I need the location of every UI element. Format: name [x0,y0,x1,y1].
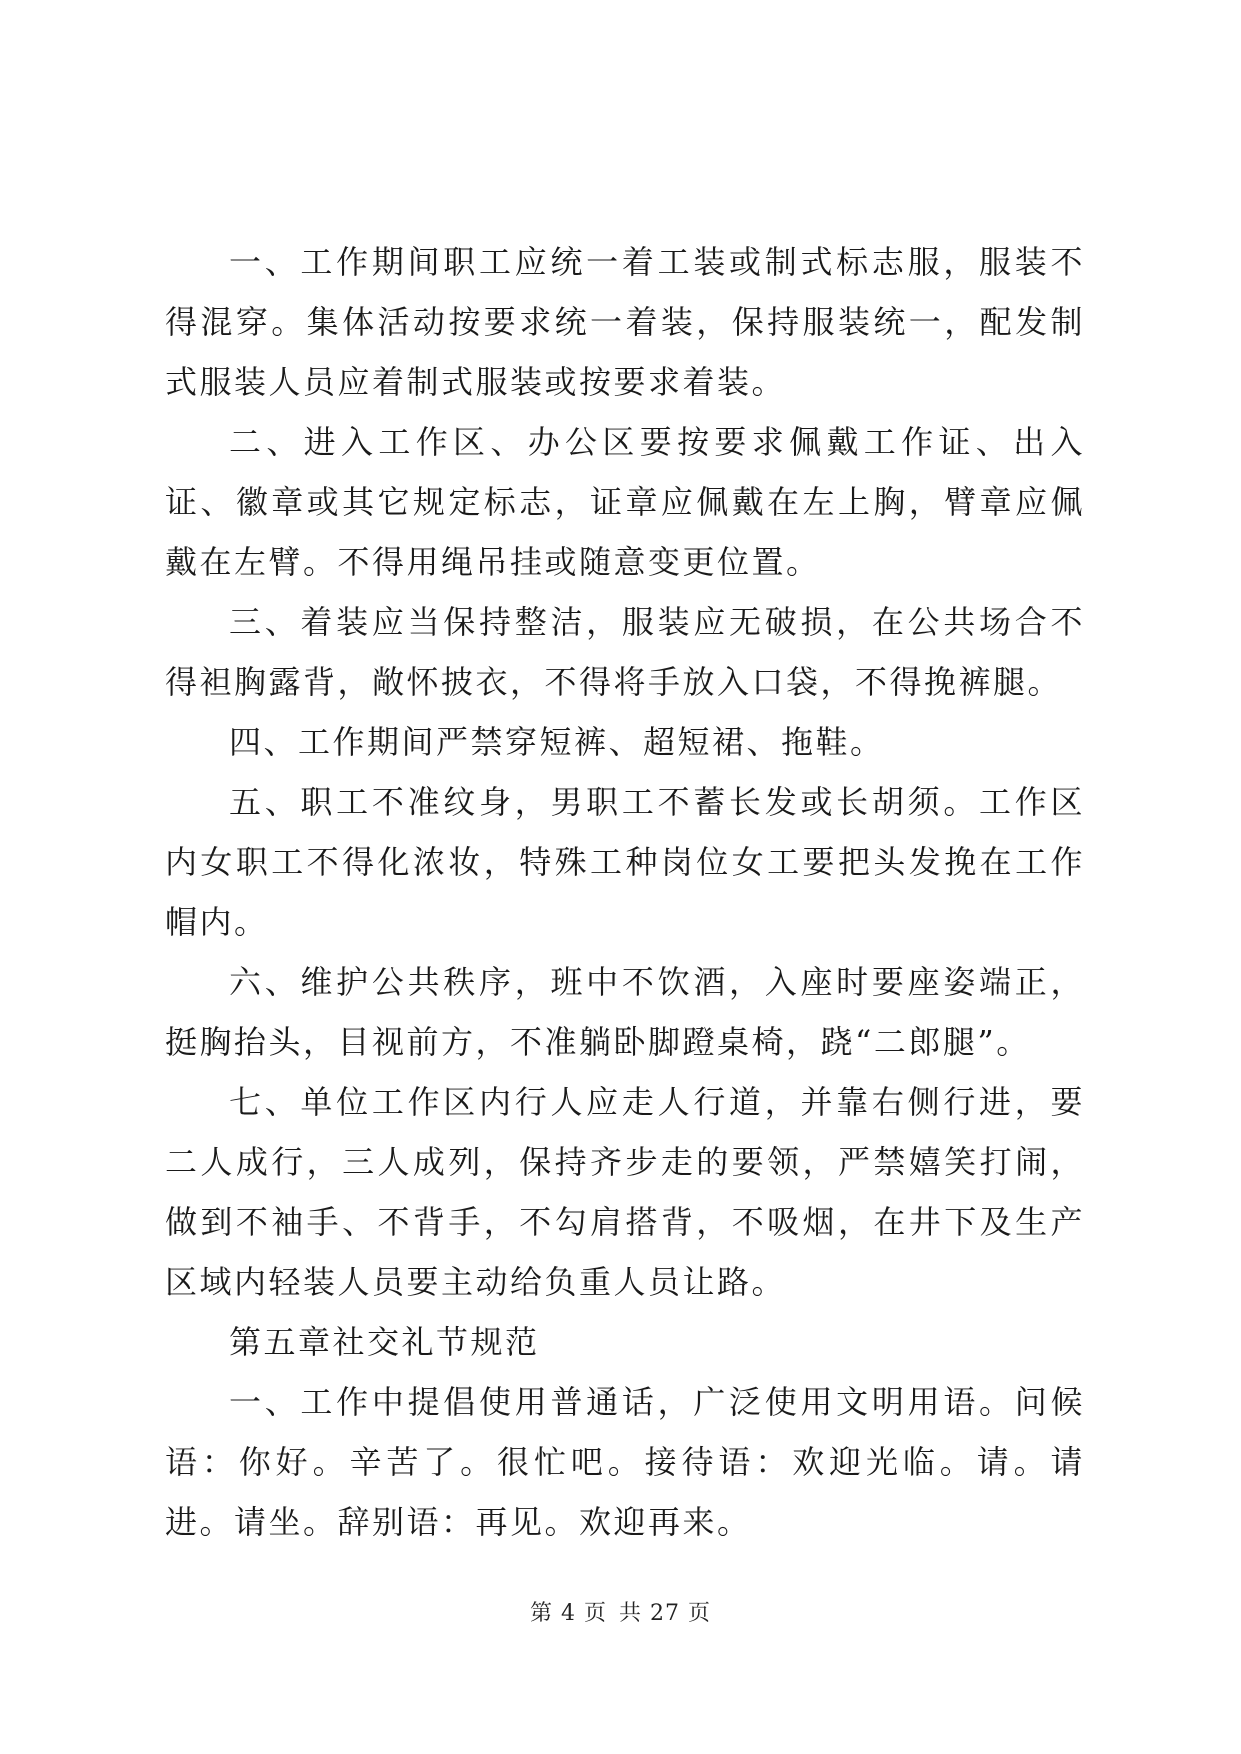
paragraph-clause-1: 一、工作期间职工应统一着工装或制式标志服，服装不得混穿。集体活动按要求统一着装，保持服装统一，配发制式服装人员应着制式服装或按要求着装。 [165,243,1085,401]
paragraph-clause-5: 五、职工不准纹身，男职工不蓄长发或长胡须。工作区内女职工不得化浓妆，特殊工种岗位女工要把头发挽在工作帽内。 [165,783,1085,941]
paragraph-clause-7: 七、单位工作区内行人应走人行道，并靠右侧行进，要二人成行，三人成列，保持齐步走的要领，严禁嬉笑打闹，做到不袖手、不背手，不勾肩搭背，不吸烟，在井下及生产区域内轻装人员要主动给负重人员让路。 [165,1083,1085,1301]
paragraph-chapter5-clause-1: 一、工作中提倡使用普通话，广泛使用文明用语。问候语：你好。辛苦了。很忙吧。接待语：欢迎光临。请。请进。请坐。辞别语：再见。欢迎再来。 [165,1383,1085,1541]
document-body [165,232,1085,1552]
chapter-heading: 第五章社交礼节规范 [229,1323,540,1361]
paragraph-clause-6: 六、维护公共秩序，班中不饮酒，入座时要座姿端正，挺胸抬头，目视前方，不准躺卧脚蹬桌椅，跷“二郎腿”。 [165,963,1085,1061]
paragraph-clause-4: 四、工作期间严禁穿短裤、超短裙、拖鞋。 [229,723,885,761]
page-total: 共 27 页 [619,1601,711,1626]
paragraph-clause-3: 三、着装应当保持整洁，服装应无破损，在公共场合不得袒胸露背，敞怀披衣，不得将手放入口袋，不得挽裤腿。 [165,603,1085,701]
paragraph-clause-2: 二、进入工作区、办公区要按要求佩戴工作证、出入证、徽章或其它规定标志，证章应佩戴在左上胸，臂章应佩戴在左臂。不得用绳吊挂或随意变更位置。 [165,423,1085,581]
page-footer [0,1598,1241,1630]
page-number: 第 4 页 [530,1601,607,1626]
